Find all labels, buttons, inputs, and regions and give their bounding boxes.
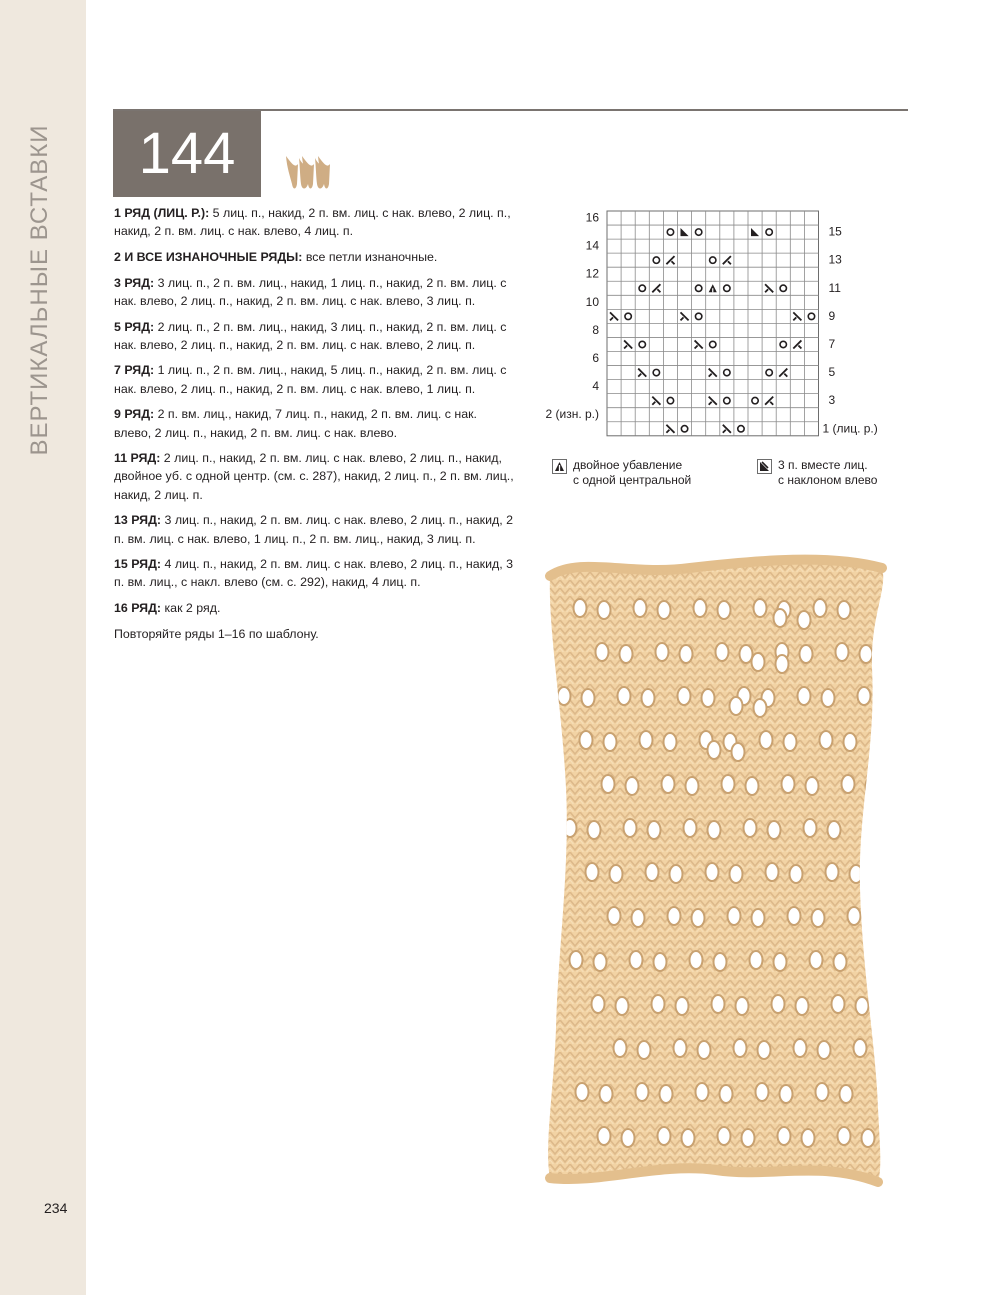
lace-eyelet bbox=[782, 775, 795, 793]
lace-eyelet bbox=[838, 601, 851, 619]
lace-eyelet bbox=[806, 777, 819, 795]
instruction-row-5: 5 РЯД: 2 лиц. п., 2 п. вм. лиц., накид, 3 лиц. п., накид, 2 п. вм. лиц. с нак. влево, 2 лиц. п., накид, 2 п. вм. лиц. с нак. влево, 2 лиц. п. bbox=[114, 319, 507, 352]
pattern-number: 144 bbox=[113, 111, 261, 197]
lace-eyelet bbox=[574, 599, 587, 617]
double-decrease-icon bbox=[552, 459, 567, 474]
lace-eyelet bbox=[878, 1041, 891, 1059]
lace-eyelet bbox=[774, 609, 787, 627]
lace-eyelet bbox=[658, 601, 671, 619]
chart-right-label: 5 bbox=[828, 365, 836, 380]
lace-eyelet bbox=[576, 1083, 589, 1101]
lace-eyelet bbox=[752, 653, 765, 671]
chart-left-label: 16 bbox=[585, 210, 599, 225]
lace-eyelet bbox=[680, 645, 693, 663]
lace-eyelet bbox=[640, 731, 653, 749]
lace-eyelet bbox=[712, 995, 725, 1013]
lace-eyelet bbox=[756, 1083, 769, 1101]
lace-eyelet bbox=[732, 743, 745, 761]
lace-eyelet bbox=[778, 1127, 791, 1145]
lace-eyelet bbox=[866, 777, 879, 795]
lace-eyelet bbox=[754, 599, 767, 617]
lace-eyelet bbox=[594, 953, 607, 971]
lace-eyelet bbox=[798, 687, 811, 705]
lace-eyelet bbox=[844, 733, 857, 751]
lace-eyelet bbox=[662, 775, 675, 793]
lace-eyelet bbox=[810, 951, 823, 969]
lace-eyelet bbox=[780, 1085, 793, 1103]
lace-eyelet bbox=[794, 1039, 807, 1057]
lace-eyelet bbox=[746, 777, 759, 795]
lace-eyelet bbox=[796, 997, 809, 1015]
chart-left-label: 4 bbox=[592, 379, 599, 394]
lace-eyelet bbox=[816, 1083, 829, 1101]
instruction-row-3: 3 РЯД: 3 лиц. п., 2 п. вм. лиц., накид, 1 лиц. п., накид, 2 п. вм. лиц. с нак. влево, 2 лиц. п., накид, 2 п. вм. лиц. с нак. влево, 3 лиц. п. bbox=[114, 275, 507, 308]
lace-eyelet bbox=[838, 1127, 851, 1145]
instruction-row-1: 1 РЯД (ЛИЦ. Р.): 5 лиц. п., накид, 2 п. вм. лиц. с нак. влево, 2 лиц. п., накид, 2 п. вм. лиц. с нак. влево, 4 лиц. п. bbox=[114, 206, 511, 239]
lace-eyelet bbox=[790, 865, 803, 883]
lace-eyelet bbox=[752, 909, 765, 927]
lace-eyelet bbox=[698, 1041, 711, 1059]
lace-eyelet bbox=[828, 821, 841, 839]
lace-eyelet bbox=[814, 599, 827, 617]
lace-eyelet bbox=[836, 643, 849, 661]
lace-eyelet bbox=[740, 645, 753, 663]
k3tog-left-icon bbox=[757, 459, 772, 474]
lace-eyelet bbox=[858, 687, 871, 705]
lace-eyelet bbox=[580, 731, 593, 749]
lace-eyelet bbox=[634, 599, 647, 617]
instruction-row-2: 2 И ВСЕ ИЗНАНОЧНЫЕ РЯДЫ: все петли изнаночные. bbox=[114, 249, 438, 264]
page-number: 234 bbox=[44, 1200, 68, 1216]
chart-left-label: 10 bbox=[585, 294, 599, 309]
three-stitch-knit-icon bbox=[284, 154, 332, 194]
lace-eyelet bbox=[856, 997, 869, 1015]
chart-right-label: 15 bbox=[828, 224, 842, 239]
lace-eyelet bbox=[702, 689, 715, 707]
lace-eyelet bbox=[570, 951, 583, 969]
instructions bbox=[114, 204, 514, 651]
lace-eyelet bbox=[742, 1129, 755, 1147]
lace-eyelet bbox=[840, 1085, 853, 1103]
lace-eyelet bbox=[586, 863, 599, 881]
lace-eyelet bbox=[706, 863, 719, 881]
lace-eyelet bbox=[842, 775, 855, 793]
instruction-row-7: 7 РЯД: 1 лиц. п., 2 п. вм. лиц., накид, 5 лиц. п., накид, 2 п. вм. лиц. с нак. влево, 2 лиц. п., накид, 2 п. вм. лиц. с нак. влево, 1 лиц. п. bbox=[114, 363, 507, 396]
lace-eyelet bbox=[854, 1039, 867, 1057]
lace-eyelet bbox=[758, 1041, 771, 1059]
lace-eyelet bbox=[614, 1039, 627, 1057]
lace-eyelet bbox=[826, 863, 839, 881]
lace-eyelet bbox=[818, 1041, 831, 1059]
lace-eyelet bbox=[862, 1129, 875, 1147]
knitting-chart bbox=[540, 205, 900, 445]
lace-eyelet bbox=[596, 643, 609, 661]
lace-eyelet bbox=[654, 953, 667, 971]
lace-eyelet bbox=[564, 819, 577, 837]
lace-eyelet bbox=[668, 907, 681, 925]
lace-eyelet bbox=[686, 777, 699, 795]
chart-right-label: 13 bbox=[828, 252, 842, 267]
lace-eyelet bbox=[872, 909, 885, 927]
chart-right-label: 11 bbox=[828, 280, 841, 295]
lace-eyelet bbox=[660, 1085, 673, 1103]
lace-eyelet bbox=[684, 819, 697, 837]
lace-eyelet bbox=[798, 611, 811, 629]
lace-eyelet bbox=[642, 689, 655, 707]
chart-right-label: 9 bbox=[828, 308, 836, 323]
chart-right-label: 7 bbox=[828, 336, 836, 351]
lace-eyelet bbox=[646, 863, 659, 881]
lace-eyelet bbox=[744, 819, 757, 837]
lace-eyelet bbox=[676, 997, 689, 1015]
lace-eyelet bbox=[618, 687, 631, 705]
lace-eyelet bbox=[626, 777, 639, 795]
lace-eyelet bbox=[768, 821, 781, 839]
lace-eyelet bbox=[848, 907, 861, 925]
lace-eyelet bbox=[598, 1127, 611, 1145]
lace-eyelet bbox=[696, 1083, 709, 1101]
lace-eyelet bbox=[802, 1129, 815, 1147]
chart-grid bbox=[540, 205, 900, 445]
lace-eyelet bbox=[772, 995, 785, 1013]
lace-eyelet bbox=[608, 907, 621, 925]
lace-eyelet bbox=[832, 995, 845, 1013]
lace-eyelet bbox=[718, 601, 731, 619]
lace-eyelet bbox=[670, 865, 683, 883]
lace-eyelet bbox=[718, 1127, 731, 1145]
lace-eyelet bbox=[730, 697, 743, 715]
lace-eyelet bbox=[664, 733, 677, 751]
lace-eyelet bbox=[774, 953, 787, 971]
lace-eyelet bbox=[820, 731, 833, 749]
lace-eyelet bbox=[730, 865, 743, 883]
chart-left-label: 8 bbox=[592, 322, 599, 337]
chart-left-label: 12 bbox=[585, 266, 599, 281]
lace-eyelet bbox=[682, 1129, 695, 1147]
lace-eyelet bbox=[638, 1041, 651, 1059]
lace-eyelet bbox=[690, 951, 703, 969]
lace-eyelet bbox=[648, 821, 661, 839]
lace-eyelet bbox=[600, 1085, 613, 1103]
lace-eyelet bbox=[558, 687, 571, 705]
chart-right-label: 1 (лиц. р.) bbox=[822, 421, 878, 436]
lace-eyelet bbox=[582, 689, 595, 707]
lace-eyelet bbox=[714, 953, 727, 971]
lace-eyelet bbox=[602, 775, 615, 793]
lace-eyelet bbox=[734, 1039, 747, 1057]
lace-eyelet bbox=[656, 643, 669, 661]
chart-left-label: 2 (изн. р.) bbox=[545, 407, 599, 422]
lace-eyelet bbox=[622, 1129, 635, 1147]
lace-eyelet bbox=[692, 909, 705, 927]
lace-eyelet bbox=[788, 907, 801, 925]
lace-eyelet bbox=[624, 819, 637, 837]
lace-eyelet bbox=[620, 645, 633, 663]
chart-left-label: 6 bbox=[592, 351, 599, 366]
instruction-row-9: 9 РЯД: 2 п. вм. лиц., накид, 7 лиц. п., накид, 2 п. вм. лиц. с нак. влево, 2 лиц. п., накид, 2 п. вм. лиц. с нак. влево. bbox=[114, 407, 477, 440]
lace-eyelet bbox=[822, 689, 835, 707]
knitted-lace-swatch-photo bbox=[540, 548, 892, 1188]
instruction-row-15: 15 РЯД: 4 лиц. п., накид, 2 п. вм. лиц. с нак. влево, 2 лиц. п., накид, 3 п. вм. лиц., с накл. влево (см. с. 292), накид, 4 лиц. п. bbox=[114, 557, 513, 590]
lace-eyelet bbox=[860, 645, 873, 663]
lace-eyelet bbox=[616, 997, 629, 1015]
lace-eyelet bbox=[776, 655, 789, 673]
lace-eyelet bbox=[766, 863, 779, 881]
lace-eyelet bbox=[658, 1127, 671, 1145]
lace-eyelet bbox=[800, 645, 813, 663]
chart-left-label: 14 bbox=[585, 238, 599, 253]
chart-right-label: 3 bbox=[828, 393, 836, 408]
lace-eyelet bbox=[636, 1083, 649, 1101]
lace-eyelet bbox=[736, 997, 749, 1015]
repeat-note: Повторяйте ряды 1–16 по шаблону. bbox=[114, 626, 319, 641]
lace-eyelet bbox=[716, 643, 729, 661]
lace-eyelet bbox=[652, 995, 665, 1013]
lace-eyelet bbox=[750, 951, 763, 969]
lace-eyelet bbox=[674, 1039, 687, 1057]
lace-eyelet bbox=[632, 909, 645, 927]
lace-eyelet bbox=[708, 821, 721, 839]
lace-eyelet bbox=[588, 821, 601, 839]
instruction-row-13: 13 РЯД: 3 лиц. п., накид, 2 п. вм. лиц. с нак. влево, 2 лиц. п., накид, 2 п. вм. лиц. с нак. влево, 1 лиц. п., 2 п. вм. лиц., накид, 3 лиц. п. bbox=[114, 513, 513, 546]
lace-eyelet bbox=[834, 953, 847, 971]
instruction-row-16: 16 РЯД: как 2 ряд. bbox=[114, 601, 221, 616]
lace-eyelet bbox=[882, 689, 893, 707]
lace-eyelet bbox=[604, 733, 617, 751]
lace-eyelet bbox=[694, 599, 707, 617]
lace-eyelet bbox=[678, 687, 691, 705]
lace-eyelet bbox=[722, 775, 735, 793]
swatch-fabric bbox=[540, 548, 892, 1188]
lace-eyelet bbox=[720, 1085, 733, 1103]
lace-eyelet bbox=[812, 909, 825, 927]
lace-eyelet bbox=[630, 951, 643, 969]
lace-eyelet bbox=[598, 601, 611, 619]
lace-eyelet bbox=[754, 699, 767, 717]
lace-eyelet bbox=[708, 741, 721, 759]
section-title: ВЕРТИКАЛЬНЫЕ ВСТАВКИ bbox=[26, 124, 53, 456]
lace-eyelet bbox=[592, 995, 605, 1013]
instruction-row-11: 11 РЯД: 2 лиц. п., накид, 2 п. вм. лиц. с нак. влево, 2 лиц. п., накид, двойное уб. с одной центр. (см. с. 287), накид, 2 лиц. п., 2 п. вм. лиц., накид, 2 лиц. п. bbox=[114, 451, 514, 502]
lace-eyelet bbox=[610, 865, 623, 883]
lace-eyelet bbox=[804, 819, 817, 837]
lace-eyelet bbox=[760, 731, 773, 749]
lace-eyelet bbox=[850, 865, 863, 883]
lace-eyelet bbox=[784, 733, 797, 751]
lace-eyelet bbox=[728, 907, 741, 925]
